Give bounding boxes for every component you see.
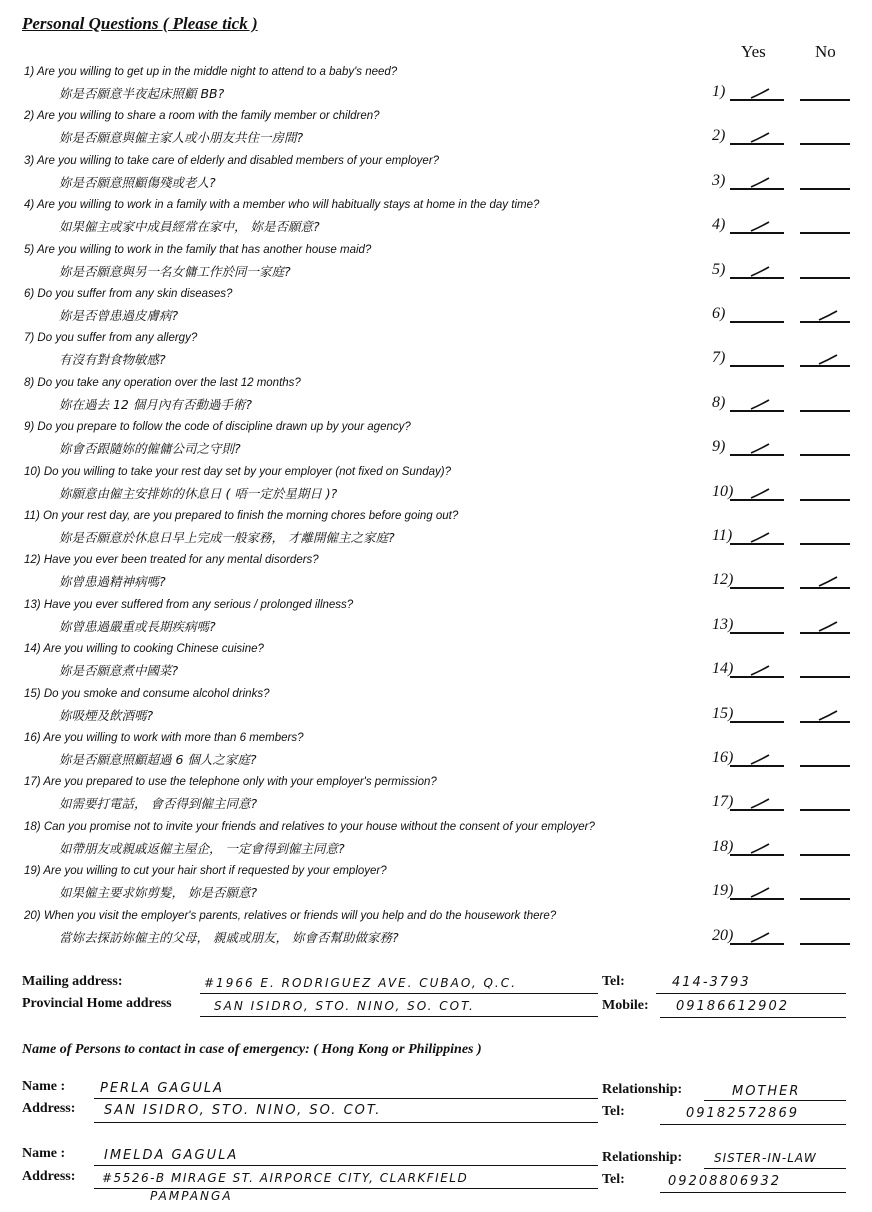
yes-answer-line[interactable] bbox=[730, 99, 784, 101]
no-column-header: No bbox=[815, 42, 836, 61]
answer-number: 10) bbox=[712, 482, 734, 500]
yes-answer-line[interactable] bbox=[730, 854, 784, 856]
question-text-zh: 妳吸煙及飲酒嗎? bbox=[59, 707, 154, 723]
question-text-zh: 有沒有對食物敏感? bbox=[59, 352, 166, 368]
yes-answer-line[interactable] bbox=[730, 410, 784, 412]
tick-mark-icon bbox=[748, 487, 772, 499]
emergency-1-name-line bbox=[94, 1098, 598, 1099]
emergency-heading: Name of Persons to contact in case of emergency: ( Hong Kong or Philippines ) bbox=[22, 1042, 482, 1057]
emergency-2-tel-line bbox=[660, 1192, 846, 1193]
tick-mark-icon bbox=[748, 398, 772, 410]
tick-mark-icon bbox=[748, 265, 772, 277]
answer-number: 11) bbox=[712, 527, 733, 544]
yes-answer-line[interactable] bbox=[730, 765, 784, 767]
question-text-en: 1) Are you willing to get up in the middle night to attend to a baby's need? bbox=[24, 66, 398, 78]
question-text-zh: 妳在過去 12 個月內有否動過手術? bbox=[59, 396, 252, 412]
question-text-en: 16) Are you willing to work with more than 6 members? bbox=[24, 732, 304, 744]
mailing-address-label: Mailing address: bbox=[22, 974, 123, 989]
question-text-zh: 如果僱主要求妳剪髮， 妳是否願意? bbox=[59, 885, 258, 901]
answer-number: 18) bbox=[712, 837, 734, 855]
answer-number: 4) bbox=[712, 216, 726, 234]
answer-number: 6) bbox=[712, 305, 726, 322]
emergency-2-tel-label: Tel: bbox=[602, 1172, 625, 1187]
question-row bbox=[24, 377, 872, 421]
yes-answer-line[interactable] bbox=[730, 943, 784, 945]
emergency-1-relationship: MOTHER bbox=[732, 1084, 801, 1099]
tick-mark-icon bbox=[748, 931, 772, 943]
question-text-zh: 如果僱主或家中成員經常在家中， 妳是否願意? bbox=[59, 219, 320, 235]
no-answer-line[interactable] bbox=[800, 410, 850, 412]
mobile-value: 09186612902 bbox=[676, 999, 789, 1014]
question-text-en: 13) Have you ever suffered from any serious / prolonged illness? bbox=[24, 598, 354, 611]
answer-number: 2) bbox=[712, 127, 726, 145]
answer-number: 7) bbox=[712, 349, 726, 367]
question-text-en: 2) Are you willing to share a room with the family member or children? bbox=[24, 110, 380, 123]
emergency-2-name-line bbox=[94, 1165, 598, 1166]
yes-answer-line[interactable] bbox=[730, 143, 784, 145]
tick-mark-icon bbox=[816, 575, 840, 587]
question-text-en: 11) On your rest day, are you prepared to finish the morning chores before going out? bbox=[24, 510, 459, 522]
yes-answer-line[interactable] bbox=[730, 454, 784, 456]
tick-mark-icon bbox=[748, 797, 772, 809]
answer-number: 13) bbox=[712, 615, 734, 633]
yes-answer-line[interactable] bbox=[730, 365, 784, 367]
question-row bbox=[24, 821, 872, 865]
emergency-2-relationship-label: Relationship: bbox=[602, 1150, 683, 1165]
no-answer-line[interactable] bbox=[800, 543, 850, 545]
no-answer-line[interactable] bbox=[800, 898, 850, 900]
question-row bbox=[24, 554, 872, 598]
emergency-2-address-continued: PAMPANGA bbox=[150, 1189, 233, 1203]
tick-mark-icon bbox=[748, 753, 772, 765]
yes-answer-line[interactable] bbox=[730, 188, 784, 190]
question-text-zh: 妳會否跟隨妳的僱傭公司之守則? bbox=[59, 441, 241, 457]
no-answer-line[interactable] bbox=[800, 277, 850, 279]
question-text-en: 17) Are you prepared to use the telephone only with your employer's permission? bbox=[24, 776, 437, 789]
answer-number: 20) bbox=[712, 926, 734, 944]
yes-answer-line[interactable] bbox=[730, 721, 784, 723]
no-answer-line[interactable] bbox=[800, 143, 850, 145]
question-text-zh: 妳是否願意照顧傷殘或老人? bbox=[59, 174, 216, 190]
question-text-zh: 妳是否願意於休息日早上完成一般家務， 才離開僱主之家庭? bbox=[59, 530, 395, 545]
answer-number: 5) bbox=[712, 260, 726, 278]
emergency-2-address-label: Address: bbox=[22, 1169, 76, 1184]
answer-number: 9) bbox=[712, 438, 726, 456]
tick-mark-icon bbox=[748, 886, 772, 898]
no-answer-line[interactable] bbox=[800, 765, 850, 767]
answer-number: 12) bbox=[712, 571, 734, 589]
question-row bbox=[24, 288, 872, 332]
no-answer-line[interactable] bbox=[800, 632, 850, 634]
question-row bbox=[24, 244, 872, 288]
emergency-1-name-label: Name : bbox=[22, 1079, 66, 1094]
question-text-en: 20) When you visit the employer's parents, relatives or friends will you help and do the housework there? bbox=[24, 909, 557, 922]
question-row bbox=[24, 910, 872, 954]
tick-mark-icon bbox=[748, 220, 772, 232]
yes-answer-line[interactable] bbox=[730, 587, 784, 589]
mobile-line bbox=[660, 1017, 846, 1018]
tick-mark-icon bbox=[748, 87, 772, 99]
answer-number: 3) bbox=[712, 171, 726, 189]
mailing-address-line bbox=[200, 993, 598, 994]
question-text-zh: 妳是否願意與另一名女傭工作於同一家庭? bbox=[59, 263, 291, 279]
question-text-en: 18) Can you promise not to invite your friends and relatives to your house without the consent of your employer? bbox=[24, 820, 595, 833]
emergency-1-name: PERLA GAGULA bbox=[100, 1081, 225, 1096]
question-text-zh: 如帶朋友或親戚返僱主屋企， 一定會得到僱主同意? bbox=[59, 840, 345, 856]
question-row bbox=[24, 599, 872, 643]
answer-number: 19) bbox=[712, 882, 734, 900]
question-row bbox=[24, 332, 872, 376]
no-answer-line[interactable] bbox=[800, 676, 850, 678]
no-answer-line[interactable] bbox=[800, 365, 850, 367]
question-text-zh: 如需要打電話， 會否得到僱主同意? bbox=[59, 796, 258, 812]
question-row bbox=[24, 466, 872, 510]
mailing-address-value: #1966 E. RODRIGUEZ AVE. CUBAO, Q.C. bbox=[204, 976, 517, 990]
no-answer-line[interactable] bbox=[800, 499, 850, 501]
yes-answer-line[interactable] bbox=[730, 898, 784, 900]
tick-mark-icon bbox=[748, 531, 772, 543]
question-row bbox=[24, 776, 872, 820]
question-text-en: 5) Are you willing to work in the family that has another house maid? bbox=[24, 243, 372, 256]
emergency-1-relationship-label: Relationship: bbox=[602, 1082, 683, 1097]
provincial-address-value: SAN ISIDRO, STO. NINO, SO. COT. bbox=[214, 999, 475, 1013]
question-text-zh: 妳是否願意照顧超過 6 個人之家庭? bbox=[59, 752, 257, 767]
emergency-1-tel-label: Tel: bbox=[602, 1104, 625, 1119]
tel-line bbox=[656, 993, 846, 994]
question-row bbox=[24, 643, 872, 687]
question-text-zh: 妳曾患過嚴重或長期疾病嗎? bbox=[59, 618, 216, 634]
tick-mark-icon bbox=[816, 709, 840, 721]
question-text-en: 3) Are you willing to take care of elderly and disabled members of your employer? bbox=[24, 154, 440, 167]
question-row bbox=[24, 732, 872, 776]
tick-mark-icon bbox=[748, 442, 772, 454]
emergency-2-name-label: Name : bbox=[22, 1146, 66, 1161]
question-text-en: 8) Do you take any operation over the last 12 months? bbox=[24, 376, 301, 389]
emergency-2-name: IMELDA GAGULA bbox=[104, 1148, 239, 1163]
question-text-en: 9) Do you prepare to follow the code of discipline drawn up by your agency? bbox=[24, 421, 411, 434]
emergency-2-relationship-line bbox=[704, 1168, 846, 1169]
mobile-label: Mobile: bbox=[602, 998, 649, 1013]
question-text-en: 15) Do you smoke and consume alcohol drinks? bbox=[24, 687, 270, 700]
question-text-zh: 妳是否願意半夜起床照顧 BB? bbox=[59, 86, 225, 101]
emergency-1-relationship-line bbox=[704, 1100, 846, 1101]
answer-number: 17) bbox=[712, 793, 734, 811]
question-text-zh: 妳曾患過精神病嗎? bbox=[59, 574, 166, 590]
yes-answer-line[interactable] bbox=[730, 321, 784, 323]
question-text-zh: 妳願意由僱主安排妳的休息日 ( 唔一定於星期日 )? bbox=[59, 485, 338, 501]
question-text-en: 7) Do you suffer from any allergy? bbox=[24, 332, 198, 345]
question-row bbox=[24, 155, 872, 199]
no-answer-line[interactable] bbox=[800, 454, 850, 456]
answer-number: 15) bbox=[712, 704, 734, 722]
yes-answer-line[interactable] bbox=[730, 809, 784, 811]
question-row bbox=[24, 421, 872, 465]
no-answer-line[interactable] bbox=[800, 587, 850, 589]
page-title: Personal Questions ( Please tick ) bbox=[22, 14, 258, 33]
yes-answer-line[interactable] bbox=[730, 499, 784, 501]
emergency-1-address-label: Address: bbox=[22, 1101, 76, 1116]
question-text-zh: 當妳去探訪妳僱主的父母， 親戚或朋友， 妳會否幫助做家務? bbox=[59, 929, 399, 945]
question-row bbox=[24, 510, 872, 554]
question-text-zh: 妳是否願意煮中國菜? bbox=[59, 663, 179, 679]
emergency-2-address: #5526-B MIRAGE ST. AIRPORCE CITY, CLARKFIELD bbox=[102, 1171, 469, 1185]
question-row bbox=[24, 688, 872, 732]
tick-mark-icon bbox=[748, 664, 772, 676]
answer-number: 1) bbox=[712, 83, 726, 100]
question-row bbox=[24, 66, 872, 110]
tick-mark-icon bbox=[748, 176, 772, 188]
no-answer-line[interactable] bbox=[800, 99, 850, 101]
question-text-en: 14) Are you willing to cooking Chinese cuisine? bbox=[24, 643, 264, 656]
question-text-zh: 妳是否願意與僱主家人或小朋友共住一房間? bbox=[59, 130, 304, 146]
no-answer-line[interactable] bbox=[800, 721, 850, 723]
no-answer-line[interactable] bbox=[800, 809, 850, 811]
no-answer-line[interactable] bbox=[800, 854, 850, 856]
question-text-en: 10) Do you willing to take your rest day set by your employer (not fixed on Sunday)? bbox=[24, 465, 451, 478]
yes-column-header: Yes bbox=[741, 42, 766, 61]
yes-answer-line[interactable] bbox=[730, 277, 784, 279]
question-text-en: 6) Do you suffer from any skin diseases? bbox=[24, 288, 233, 300]
question-row bbox=[24, 865, 872, 909]
no-answer-line[interactable] bbox=[800, 943, 850, 945]
question-row bbox=[24, 110, 872, 154]
no-answer-line[interactable] bbox=[800, 321, 850, 323]
tick-mark-icon bbox=[816, 353, 840, 365]
tel-value: 414-3793 bbox=[672, 975, 751, 990]
question-text-zh: 妳是否曾患過皮膚病? bbox=[59, 308, 179, 323]
emergency-1-address: SAN ISIDRO, STO. NINO, SO. COT. bbox=[104, 1103, 382, 1118]
emergency-1-address-line bbox=[94, 1122, 598, 1123]
no-answer-line[interactable] bbox=[800, 188, 850, 190]
yes-answer-line[interactable] bbox=[730, 232, 784, 234]
emergency-2-relationship: SISTER-IN-LAW bbox=[714, 1151, 817, 1165]
question-text-en: 12) Have you ever been treated for any mental disorders? bbox=[24, 554, 319, 567]
emergency-1-tel: 09182572869 bbox=[686, 1106, 799, 1121]
tick-mark-icon bbox=[816, 309, 840, 321]
tick-mark-icon bbox=[816, 620, 840, 632]
yes-answer-line[interactable] bbox=[730, 676, 784, 678]
emergency-2-tel: 09208806932 bbox=[668, 1174, 781, 1189]
emergency-1-tel-line bbox=[660, 1124, 846, 1125]
question-text-en: 4) Are you willing to work in a family with a member who will habitually stays at home in the day time? bbox=[24, 199, 540, 212]
tick-mark-icon bbox=[748, 842, 772, 854]
question-text-en: 19) Are you willing to cut your hair short if requested by your employer? bbox=[24, 865, 387, 878]
yes-answer-line[interactable] bbox=[730, 632, 784, 634]
answer-number: 16) bbox=[712, 749, 734, 766]
provincial-address-line bbox=[200, 1016, 598, 1017]
no-answer-line[interactable] bbox=[800, 232, 850, 234]
provincial-address-label: Provincial Home address bbox=[22, 996, 172, 1011]
yes-answer-line[interactable] bbox=[730, 543, 784, 545]
tick-mark-icon bbox=[748, 131, 772, 143]
question-row bbox=[24, 199, 872, 243]
answer-number: 14) bbox=[712, 660, 734, 678]
answer-number: 8) bbox=[712, 393, 726, 411]
tel-label: Tel: bbox=[602, 974, 625, 989]
